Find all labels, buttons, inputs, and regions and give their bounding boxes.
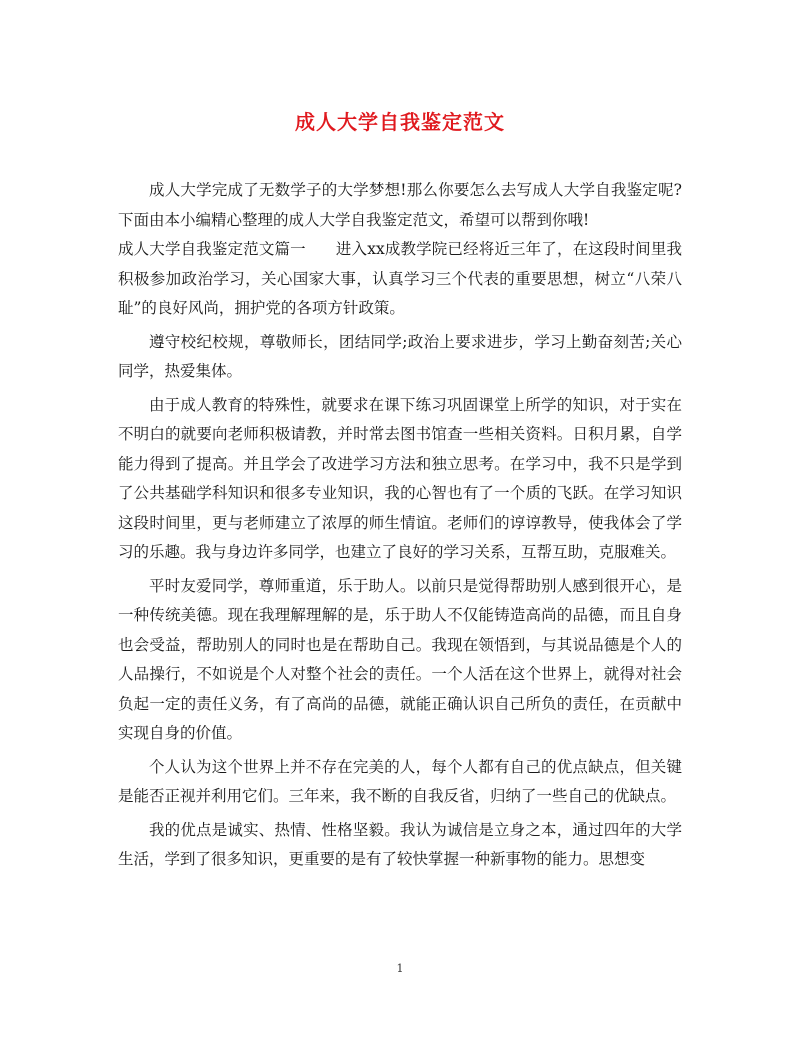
document-body bbox=[118, 176, 682, 879]
document-title: 成人大学自我鉴定范文 bbox=[295, 110, 505, 134]
paragraph-strengths: 我的优点是诚实、热情、性格坚毅。我认为诚信是立身之本，通过四年的大学生活，学到了很多知识，更重要的是有了较快掌握一种新事物的能力。思想变 bbox=[118, 820, 682, 868]
section-heading: 成人大学自我鉴定范文篇一 bbox=[118, 240, 306, 258]
paragraph-discipline: 遵守校纪校规，尊敬师长，团结同学;政治上要求进步，学习上勤奋刻苦;关心同学，热爱集体。 bbox=[118, 332, 682, 380]
section-text: 进入xx成教学院已经将近三年了，在这段时间里我积极参加政治学习，关心国家大事，认真学习三个代表的重要思想，树立“八荣八耻”的良好风尚，拥护党的各项方针政策。 bbox=[118, 240, 682, 317]
paragraph-helping: 平时友爱同学，尊师重道，乐于助人。以前只是觉得帮助别人感到很开心，是一种传统美德。现在我理解理解的是，乐于助人不仅能铸造高尚的品德，而且自身也会受益，帮助别人的同时也是在帮助自己。我现在领悟到，与其说品德是个人的人品操行，不如说是个人对整个社会的责任。一个人活在这个世界上，就得对社会负起一定的责任义务，有了高尚的品德，就能正确认识自己所负的责任，在贡献中实现自身的价值。 bbox=[118, 576, 682, 742]
section-first-paragraph bbox=[118, 235, 682, 324]
intro-paragraph: 成人大学完成了无数学子的大学梦想!那么你要怎么去写成人大学自我鉴定呢?下面由本小编精心整理的成人大学自我鉴定范文，希望可以帮到你哦! bbox=[118, 181, 682, 229]
paragraph-study: 由于成人教育的特殊性，就要求在课下练习巩固课堂上所学的知识，对于实在不明白的就要向老师积极请教，并时常去图书馆查一些相关资料。日积月累，自学能力得到了提高。并且学会了改进学习方法和独立思考。在学习中，我不只是学到了公共基础学科知识和很多专业知识，我的心智也有了一个质的飞跃。在学习知识这段时间里，更与老师建立了浓厚的师生情谊。老师们的谆谆教导，使我体会了学习的乐趣。我与身边许多同学，也建立了良好的学习关系，互帮互助，克服难关。 bbox=[118, 395, 682, 561]
paragraph-self-reflection: 个人认为这个世界上并不存在完美的人，每个人都有自己的优点缺点，但关键是能否正视并利用它们。三年来，我不断的自我反省，归纳了一些自己的优缺点。 bbox=[118, 757, 682, 805]
page-number: 1 bbox=[396, 962, 404, 975]
